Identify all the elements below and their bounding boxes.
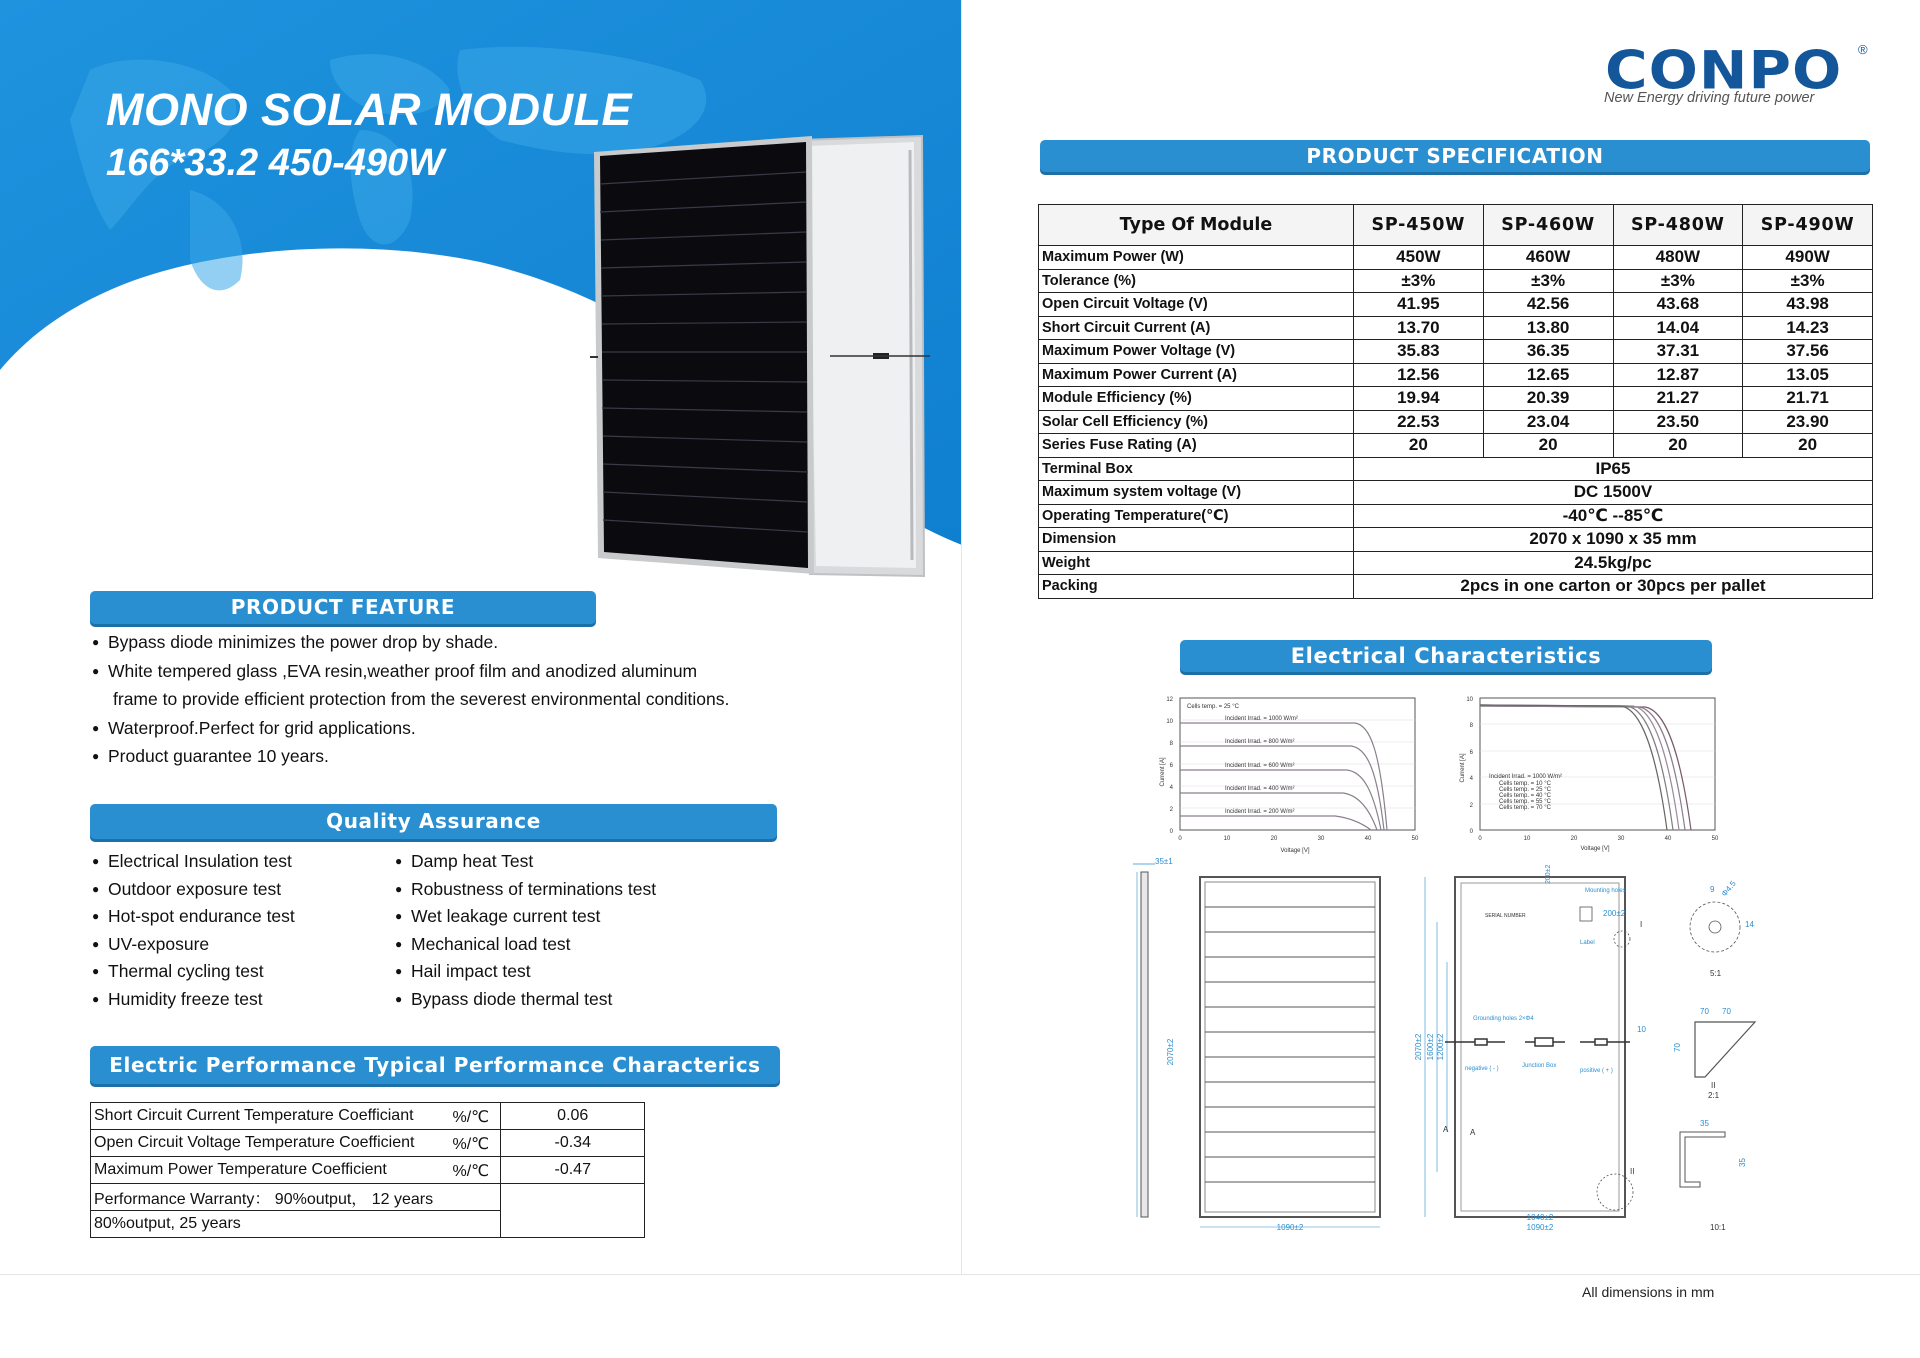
table-row <box>1039 504 1873 528</box>
iv-curve-temperature-chart <box>1455 690 1725 860</box>
perf-value: 0.06 <box>501 1103 645 1130</box>
table-row <box>1039 434 1873 458</box>
table-row <box>1039 340 1873 364</box>
back-width-dimension: 1040±2 <box>1526 1213 1554 1222</box>
detail-1-scale: 5:1 <box>1710 969 1722 978</box>
marker-A: A <box>1443 1125 1449 1134</box>
detail-2-dim: 70 <box>1722 1007 1731 1016</box>
cell-value: 36.35 <box>1483 340 1613 364</box>
logo-letter: O <box>1791 40 1843 102</box>
mount-dimension-vertical: 200±2 <box>1545 864 1552 884</box>
dimension-10: 10 <box>1637 1025 1646 1034</box>
side-view-frame <box>1141 872 1148 1217</box>
curve-label: Incident Irrad. = 800 W/m² <box>1225 739 1295 745</box>
marker-A-2: A <box>1470 1128 1476 1137</box>
marker-II-detail: II <box>1711 1081 1716 1090</box>
row-label: Module Efficiency (%) <box>1039 387 1354 411</box>
list-item: ● Bypass diode thermal test <box>395 986 656 1014</box>
x-tick: 30 <box>1617 836 1625 842</box>
hero-title: MONO SOLAR MODULE <box>106 84 632 135</box>
y-tick: 4 <box>1169 785 1173 791</box>
list-item: ● Hail impact test <box>395 958 656 986</box>
list-item: ● Humidity freeze test <box>92 986 295 1014</box>
perf-unit: %/℃ <box>452 1163 490 1180</box>
x-tick: 40 <box>1364 836 1372 842</box>
cell-value: 14.23 <box>1743 316 1873 340</box>
list-item: frame to provide efficient protection from the severest environmental conditions. <box>113 689 730 709</box>
electric-performance-heading <box>90 1046 780 1084</box>
electric-performance-heading-text: Electric Performance Typical Performance Characterics <box>109 1053 761 1077</box>
list-item: ● Hot-spot endurance test <box>92 903 295 931</box>
y-tick: 4 <box>1469 776 1473 782</box>
cell-value: 20 <box>1483 434 1613 458</box>
row-label: Operating Temperature(℃) <box>1039 504 1354 528</box>
cell-value: 43.68 <box>1613 293 1743 317</box>
electrical-characteristics-heading-text: Electrical Characteristics <box>1290 644 1602 668</box>
list-item: ● Electrical Insulation test <box>92 848 295 876</box>
cell-value: 19.94 <box>1354 387 1484 411</box>
y-tick: 0 <box>1469 829 1473 835</box>
cell-value: 41.95 <box>1354 293 1484 317</box>
perf-value: -0.34 <box>501 1130 645 1157</box>
row-label: Dimension <box>1039 528 1354 552</box>
row-label: Terminal Box <box>1039 457 1354 481</box>
x-tick: 40 <box>1664 836 1672 842</box>
table-row <box>1039 528 1873 552</box>
table-row <box>1039 363 1873 387</box>
table-row <box>1039 575 1873 599</box>
table-row <box>1039 481 1873 505</box>
row-label: Tolerance (%) <box>1039 269 1354 293</box>
x-tick: 50 <box>1711 836 1719 842</box>
cell-value: 20 <box>1613 434 1743 458</box>
cell-value: 21.71 <box>1743 387 1873 411</box>
column-header: SP-460W <box>1483 205 1613 246</box>
logo-letter: N <box>1698 40 1749 102</box>
height-dimension: 2070±2 <box>1166 1038 1175 1066</box>
table-row <box>91 1157 645 1184</box>
detail-1-dim: Φ4.5 <box>1719 879 1738 899</box>
page-divider <box>961 0 962 1275</box>
table-row <box>1039 410 1873 434</box>
y-tick: 10 <box>1466 697 1473 703</box>
cell-value: 21.27 <box>1613 387 1743 411</box>
detail-1-dim: 9 <box>1710 885 1715 894</box>
legend-entry: Incident Irrad. = 1000 W/m² <box>1489 774 1562 780</box>
table-row <box>1039 269 1873 293</box>
cell-value: 24.5kg/pc <box>1354 551 1873 575</box>
mechanical-drawing <box>1125 852 1765 1242</box>
row-label: Open Circuit Voltage (V) <box>1039 293 1354 317</box>
cell-value: 20 <box>1743 434 1873 458</box>
cell-value: ±3% <box>1613 269 1743 293</box>
row-label: Maximum Power Voltage (V) <box>1039 340 1354 364</box>
x-tick: 10 <box>1223 836 1231 842</box>
cell-value: -40℃ --85℃ <box>1354 504 1873 528</box>
cell-value: 23.50 <box>1613 410 1743 434</box>
marker-I: I <box>1640 920 1643 929</box>
quality-assurance-heading <box>90 804 777 839</box>
cell-value: ±3% <box>1483 269 1613 293</box>
serial-label: SERIAL NUMBER <box>1485 913 1526 919</box>
cell-value: 12.87 <box>1613 363 1743 387</box>
positive-label: positive ( + ) <box>1580 1068 1613 1074</box>
warranty-line-2: 80%output, 25 years <box>91 1211 501 1238</box>
cell-value: 37.31 <box>1613 340 1743 364</box>
legend-entry: Cells temp. = 10 °C <box>1499 781 1551 787</box>
y-tick: 10 <box>1166 719 1173 725</box>
footer-divider <box>0 1274 1920 1275</box>
y-tick: 8 <box>1469 723 1473 729</box>
cell-value: 43.98 <box>1743 293 1873 317</box>
y-axis-label: Current [A] <box>1160 757 1166 787</box>
cell-value: 23.90 <box>1743 410 1873 434</box>
cell-value: 13.05 <box>1743 363 1873 387</box>
cell-value: 2070 x 1090 x 35 mm <box>1354 528 1873 552</box>
back-width-dimension: 1090±2 <box>1526 1223 1554 1232</box>
perf-label: Open Circuit Voltage Temperature Coefficient <box>94 1134 415 1151</box>
front-width-dimension: 1090±2 <box>1276 1223 1304 1232</box>
x-axis-label: Voltage [V] <box>1580 846 1610 852</box>
detail-1-dim: 14 <box>1745 920 1754 929</box>
table-row <box>1039 246 1873 270</box>
table-row <box>91 1184 645 1211</box>
y-axis-label: Current [A] <box>1460 753 1466 783</box>
cell-value: 14.04 <box>1613 316 1743 340</box>
cell-value: 12.65 <box>1483 363 1613 387</box>
iv-curve-irradiance-chart <box>1155 690 1425 860</box>
logo-letter: O <box>1648 40 1699 102</box>
row-label: Solar Cell Efficiency (%) <box>1039 410 1354 434</box>
table-row <box>91 1130 645 1157</box>
table-row <box>91 1103 645 1130</box>
legend-entry: Cells temp. = 70 °C <box>1499 805 1551 811</box>
column-header: Type Of Module <box>1039 205 1354 246</box>
legend-entry: Cells temp. = 25 °C <box>1499 787 1551 793</box>
row-label: Maximum Power Current (A) <box>1039 363 1354 387</box>
x-tick: 0 <box>1478 836 1482 842</box>
mount-dimension: 200±2 <box>1603 909 1626 918</box>
product-feature-heading-text: PRODUCT FEATURE <box>230 595 456 619</box>
cell-value: 2pcs in one carton or 30pcs per pallet <box>1354 575 1873 599</box>
x-tick: 0 <box>1178 836 1182 842</box>
curve-label: Incident Irrad. = 600 W/m² <box>1225 763 1295 769</box>
row-label: Packing <box>1039 575 1354 599</box>
y-tick: 0 <box>1169 829 1173 835</box>
cell-value: ±3% <box>1743 269 1873 293</box>
row-label: Maximum Power (W) <box>1039 246 1354 270</box>
list-item: ● Thermal cycling test <box>92 958 295 986</box>
hero-subtitle: 166*33.2 450-490W <box>106 142 445 184</box>
back-height-dimension: 1200±2 <box>1436 1033 1445 1061</box>
table-row <box>1039 293 1873 317</box>
detail-2-shape <box>1695 1022 1755 1077</box>
x-tick: 20 <box>1270 836 1278 842</box>
curve-label: Incident Irrad. = 200 W/m² <box>1225 809 1295 815</box>
cell-value: DC 1500V <box>1354 481 1873 505</box>
column-header: SP-490W <box>1743 205 1873 246</box>
curve-label: Incident Irrad. = 400 W/m² <box>1225 786 1295 792</box>
product-feature-list <box>92 628 792 771</box>
junction-box-label: Junction Box <box>1522 1063 1557 1069</box>
list-item: ● Damp heat Test <box>395 848 656 876</box>
list-item: ● Bypass diode minimizes the power drop by shade. <box>92 628 792 657</box>
cell-value: 490W <box>1743 246 1873 270</box>
table-row <box>1039 457 1873 481</box>
curve-label: Incident Irrad. = 1000 W/m² <box>1225 716 1298 722</box>
perf-unit: %/℃ <box>452 1109 490 1126</box>
list-item: ● Product guarantee 10 years. <box>92 742 792 771</box>
cell-value: 37.56 <box>1743 340 1873 364</box>
detail-2-scale: 2:1 <box>1708 1091 1720 1100</box>
cell-value: 35.83 <box>1354 340 1484 364</box>
table-row <box>1039 316 1873 340</box>
y-tick: 2 <box>1469 803 1473 809</box>
list-item: ● Mechanical load test <box>395 931 656 959</box>
x-tick: 20 <box>1570 836 1578 842</box>
brand-tagline: New Energy driving future power <box>1604 90 1815 106</box>
product-specification-table <box>1038 204 1873 599</box>
electrical-characteristics-heading <box>1180 640 1712 672</box>
list-item: ● Wet leakage current test <box>395 903 656 931</box>
x-tick: 10 <box>1523 836 1531 842</box>
dimensions-footnote: All dimensions in mm <box>1582 1284 1715 1300</box>
x-tick: 50 <box>1411 836 1419 842</box>
detail-3-dim: 35 <box>1738 1158 1747 1167</box>
detail-3-profile <box>1680 1132 1725 1187</box>
side-dimension: 35±1 <box>1155 857 1173 866</box>
row-label: Short Circuit Current (A) <box>1039 316 1354 340</box>
x-axis-label: Voltage [V] <box>1280 848 1310 854</box>
cell-value: 20.39 <box>1483 387 1613 411</box>
y-tick: 6 <box>1469 750 1473 756</box>
column-header: SP-450W <box>1354 205 1484 246</box>
list-item: ● White tempered glass ,EVA resin,weather proof film and anodized aluminum <box>92 657 792 686</box>
cell-value: ±3% <box>1354 269 1484 293</box>
y-tick: 12 <box>1166 697 1173 703</box>
cell-value: 42.56 <box>1483 293 1613 317</box>
list-item: ● Robustness of terminations test <box>395 876 656 904</box>
row-label: Weight <box>1039 551 1354 575</box>
cell-value: 460W <box>1483 246 1613 270</box>
perf-label: Maximum Power Temperature Coefficient <box>94 1161 387 1178</box>
electric-performance-table <box>90 1102 645 1238</box>
back-view-frame <box>1455 877 1625 1217</box>
list-item: ● UV-exposure <box>92 931 295 959</box>
back-height-dimension: 1600±2 <box>1426 1033 1435 1061</box>
detail-3-dim: 35 <box>1700 1119 1709 1128</box>
product-feature-heading <box>90 591 596 624</box>
detail-2-dim: 70 <box>1673 1043 1682 1052</box>
legend-entry: Cells temp. = 55 °C <box>1499 799 1551 805</box>
list-item: ● Outdoor exposure test <box>92 876 295 904</box>
logo-letter: P <box>1748 40 1792 102</box>
product-specification-heading-text: PRODUCT SPECIFICATION <box>1306 144 1604 168</box>
y-tick: 8 <box>1169 741 1173 747</box>
legend-entry: Cells temp. = 40 °C <box>1499 793 1551 799</box>
perf-label: Short Circuit Current Temperature Coefficiant <box>94 1107 414 1124</box>
grounding-label: Grounding holes 2×Φ4 <box>1473 1016 1534 1022</box>
cell-value: 22.53 <box>1354 410 1484 434</box>
column-header: SP-480W <box>1613 205 1743 246</box>
registered-mark: ® <box>1858 42 1868 57</box>
table-row <box>1039 551 1873 575</box>
negative-label: negative ( - ) <box>1465 1066 1499 1072</box>
perf-value: -0.47 <box>501 1157 645 1184</box>
cell-value: 13.70 <box>1354 316 1484 340</box>
x-tick: 30 <box>1317 836 1325 842</box>
logo-letter: C <box>1605 40 1649 102</box>
row-label: Series Fuse Rating (A) <box>1039 434 1354 458</box>
detail-3-scale: 10:1 <box>1710 1223 1726 1232</box>
cell-value: 450W <box>1354 246 1484 270</box>
list-item: ● Waterproof.Perfect for grid applications. <box>92 714 792 743</box>
label-text: Label <box>1580 940 1595 946</box>
table-row <box>1039 387 1873 411</box>
cell-value: IP65 <box>1354 457 1873 481</box>
solar-panel-image <box>590 130 930 580</box>
cell-value: 13.80 <box>1483 316 1613 340</box>
product-specification-heading <box>1040 140 1870 172</box>
y-tick: 6 <box>1169 763 1173 769</box>
cell-value: 20 <box>1354 434 1484 458</box>
table-header-row <box>1039 205 1873 246</box>
cell-value: 480W <box>1613 246 1743 270</box>
detail-2-dim: 70 <box>1700 1007 1709 1016</box>
cell-value: 12.56 <box>1354 363 1484 387</box>
chart-note: Cells temp. = 25 °C <box>1187 704 1239 710</box>
mounting-holes-label: Mounting holes <box>1585 888 1626 894</box>
front-view-frame <box>1200 877 1380 1217</box>
back-height-dimension: 2070±2 <box>1414 1033 1423 1061</box>
cell-value: 23.04 <box>1483 410 1613 434</box>
detail-1-circle <box>1690 902 1740 952</box>
warranty-line-1: Performance Warranty： 90%output， 12 years <box>91 1184 501 1211</box>
quality-assurance-col1 <box>92 848 295 1013</box>
quality-assurance-col2 <box>395 848 656 1013</box>
y-tick: 2 <box>1169 807 1173 813</box>
row-label: Maximum system voltage (V) <box>1039 481 1354 505</box>
perf-unit: %/℃ <box>452 1136 490 1153</box>
quality-assurance-heading-text: Quality Assurance <box>326 809 541 833</box>
marker-II: II <box>1630 1167 1635 1176</box>
